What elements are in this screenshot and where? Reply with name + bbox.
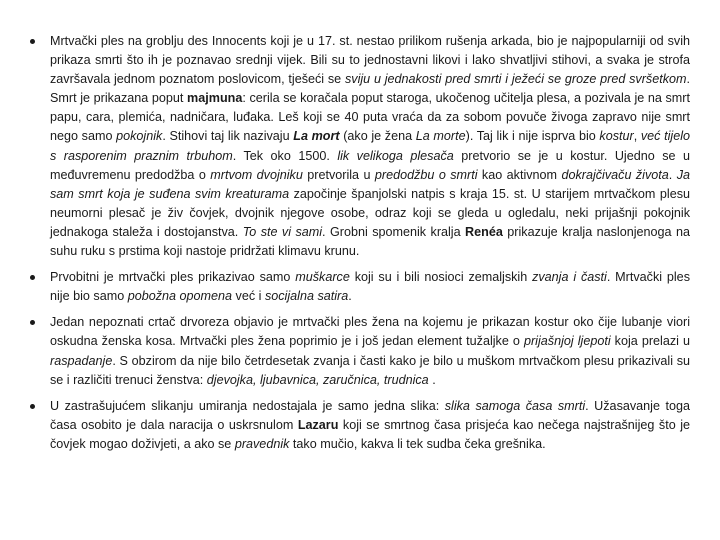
- bullet-item: [30, 268, 690, 306]
- text-run: Prvobitni je mrtvački ples prikazivao samo: [50, 270, 296, 285]
- text-run: .: [668, 167, 677, 182]
- text-run: kao aktivnom: [477, 167, 562, 182]
- text-run: (ako je žena: [339, 129, 416, 144]
- text-run: To ste vi sami: [242, 224, 323, 239]
- text-run: kostur: [599, 129, 634, 144]
- text-run: slika samoga časa smrti: [444, 398, 586, 413]
- text-run: .: [428, 372, 436, 387]
- text-run: već i: [232, 289, 265, 304]
- text-run: već tijelo s rasporenim praznim trbuhom: [50, 129, 691, 163]
- text-run: . Stihovi taj lik nazivaju: [162, 129, 294, 144]
- bullet-text: [50, 399, 690, 451]
- text-run: raspadanje: [50, 353, 113, 368]
- bullet-dot-icon: [30, 320, 35, 325]
- text-run: U zastrašujućem slikanju umiranja nedostajala je samo jedna slika:: [50, 398, 445, 413]
- text-run: tako mučio, kakva li tek sudba čeka grešnika.: [289, 436, 546, 451]
- text-run: mrtvom dvojniku: [210, 167, 303, 182]
- text-run: zvanja i časti: [532, 270, 607, 285]
- text-run: koja prelazi u: [610, 334, 690, 349]
- text-run: La morte: [415, 129, 466, 144]
- text-run: djevojka, ljubavnica, zaručnica, trudnica: [206, 372, 429, 387]
- text-run: La mort: [293, 129, 340, 144]
- text-run: sviju u jednakosti pred smrti i ježeći se groze pred svršetkom: [344, 72, 687, 87]
- bullet-dot-icon: [30, 39, 35, 44]
- bullet-item: [30, 313, 690, 389]
- text-run: pretvorio se je u kostur. Ujedno se u međuvremenu predodžba o: [50, 148, 690, 182]
- text-run: ). Taj lik i nije isprva bio: [465, 129, 600, 144]
- bullet-text: [50, 34, 690, 258]
- text-run: koji su i bili nosioci zemaljskih: [349, 270, 533, 285]
- text-run: Ja sam smrt koja je suđena svim kreaturama: [50, 167, 690, 201]
- text-run: ,: [633, 129, 641, 144]
- text-run: . Tek oko 1500.: [232, 148, 338, 163]
- bullet-item: [30, 397, 690, 454]
- text-run: Mrtvački ples na groblju des Innocents koji je u 17. st. nestao prilikom rušenja arkada, bio je najpopularniji od svih prikaza smrti što ih je poznavao srednji vijek. Bili su to jednostavni likovi i lako shvatljivi stihovi, a svaka je strofa završavala jednom poznatom poslovicom, tješeći se: [50, 34, 690, 87]
- text-run: dokrajčivaču života: [561, 167, 669, 182]
- text-run: . Mrtvački ples nije bio samo: [50, 270, 690, 304]
- text-run: Jedan nepoznati crtač drvoreza objavio je mrtvački ples žena na kojemu je prikazan kostur oko čije lubanje viori oskudna ženska kosa. Mrtvački ples žena poprimio je i još jedan element tužaljke o: [50, 315, 690, 349]
- text-run: pobožna opomena: [127, 289, 233, 304]
- text-run: prikazuje kralja naslonjenoga na suhu ruku s prstima koji nastoje pridržati klimavu krunu.: [50, 224, 690, 259]
- bullet-dot-icon: [30, 275, 35, 280]
- bullet-text: [50, 315, 690, 386]
- text-run: predodžbu o smrti: [374, 167, 478, 182]
- text-run: Lazaru: [297, 417, 339, 432]
- text-run: . Smrt je prikazana poput: [50, 72, 691, 106]
- text-run: . Užasavanje toga časa osobito je dala naracija o uskrsnulom: [50, 398, 690, 432]
- text-run: lik velikoga plesača: [337, 148, 454, 163]
- text-run: .: [348, 289, 352, 304]
- text-run: . Grobni spomenik kralja: [322, 224, 466, 239]
- text-run: : cerila se koračala poput staroga, ukočenog učitelja plesa, a pozivala je na smrt papu, cara, plemića, nadničara, luđaka. Leš koji se 40 puta vraća da za sobom povuče živoga zapravo nije smrt nego samo: [50, 91, 690, 144]
- text-run: socijalna satira: [264, 289, 349, 304]
- bullet-text: [50, 270, 690, 303]
- text-run: . S obzirom da nije bilo četrdesetak zvanja i časti kako je bilo u muškom mrtvačkom plesu prikazivali su se i različiti trenuci ženstva:: [50, 353, 690, 387]
- text-run: pokojnik: [116, 129, 163, 144]
- text-run: pravednik: [234, 436, 290, 451]
- text-run: pretvorila u: [302, 167, 375, 182]
- text-run: započinje španjolski natpis s kraja 15. st. U starijem mrtvačkom plesu neumorni plesač je živ čovjek, dvojnik njegove osobe, odraz koji se gleda u ogledalu, neki prijašnji pokojnik jednakoga staleža i dostojanstva.: [50, 186, 690, 239]
- text-run: prijašnjoj ljepoti: [523, 334, 611, 349]
- bullet-list: [30, 32, 690, 461]
- bullet-item: [30, 32, 690, 261]
- text-run: Renéa: [465, 224, 503, 239]
- bullet-dot-icon: [30, 404, 35, 409]
- text-run: muškarce: [295, 270, 350, 285]
- text-run: majmuna: [187, 91, 243, 106]
- text-run: koji se smrtnog časa prisjeća kao nečega najstrašnijeg što je čovjek mogao doživjeti, a ako se: [50, 417, 691, 451]
